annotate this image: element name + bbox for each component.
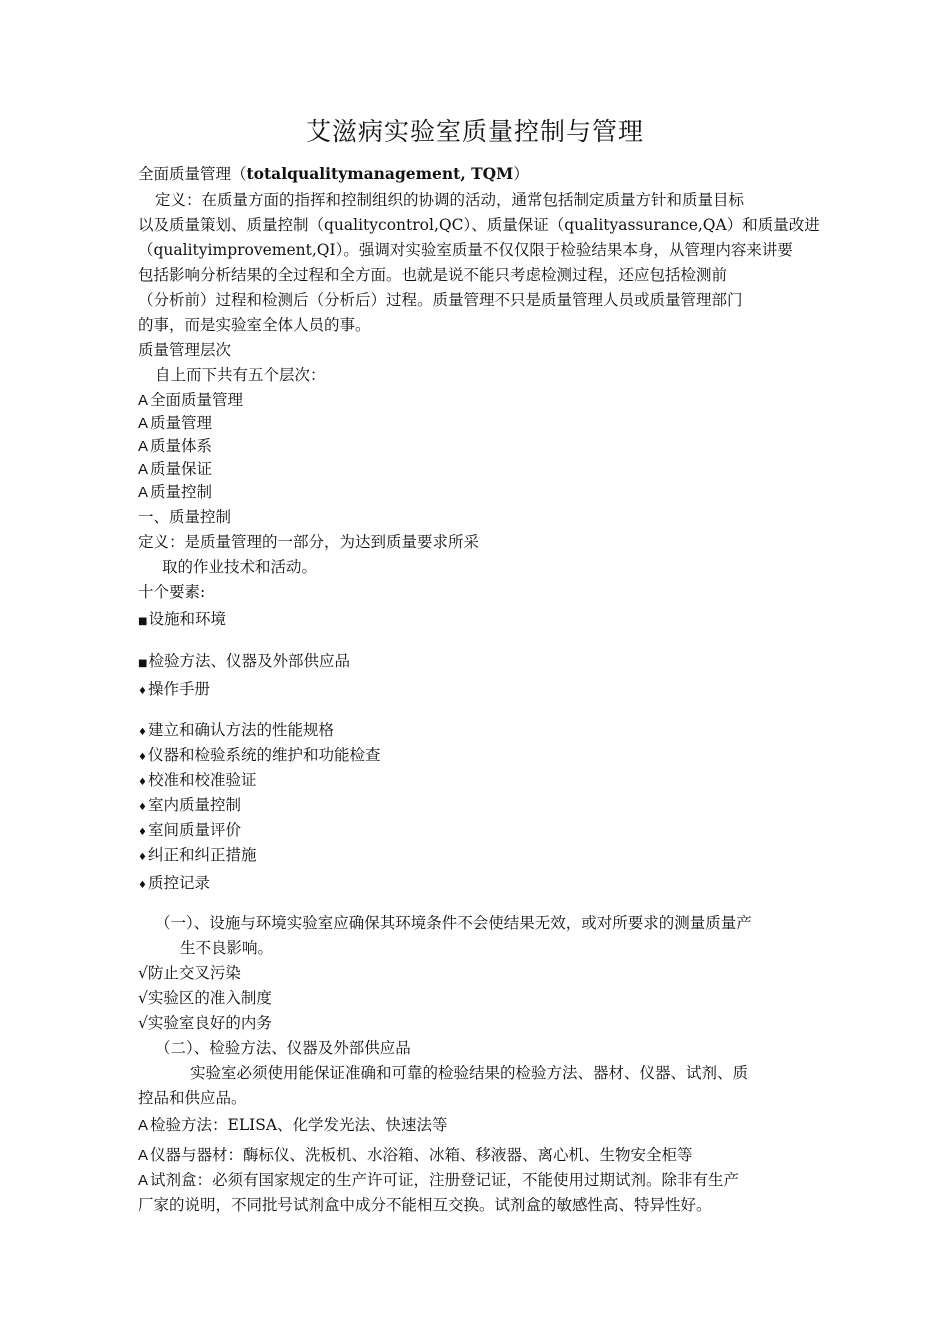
check-label: 防止交叉污染 [147,964,241,982]
section2-item [138,1114,448,1137]
tqm-heading-bold: totalqualitymanagement, TQM [246,164,514,183]
item-marker: A [138,1172,149,1189]
tqm-definition-line: 包括影响分析结果的全过程和全方面。也就是说不能只考虑检测过程，还应包括检测前 [138,266,728,284]
square-bullet-icon: ■ [138,616,148,627]
check-label: 实验室良好的内务 [147,1014,272,1032]
qc-element-item [138,650,350,675]
qc-element-item [138,744,380,769]
qc-element-label: 建立和确认方法的性能规格 [147,721,334,739]
section1-paragraph-line: （一）、设施与环境实验室应确保其环境条件不会使结果无效，或对所要求的测量质量产 [155,914,752,932]
qc-element-item [138,872,210,897]
tqm-definition-line: （分析前）过程和检测后（分析后）过程。质量管理不只是质量管理人员或质量管理部门 [138,291,743,309]
square-bullet-icon: ■ [138,658,148,669]
level-label: 全面质量管理 [150,391,244,409]
level-item [138,412,212,435]
diamond-bullet-icon: ♦ [138,727,147,738]
level-label: 质量保证 [150,460,213,478]
check-icon: √ [138,1014,148,1032]
level-item [138,389,243,412]
section2-item-label: 试剂盒：必须有国家规定的生产许可证，注册登记证，不能使用过期试剂。除非有生产 [150,1171,740,1189]
section2-item-continuation: 厂家的说明，不同批号试剂盒中成分不能相互交换。试剂盒的敏感性高、特异性好。 [138,1196,712,1214]
tqm-heading-prefix: 全面质量管理（ [138,165,247,183]
section2-item-label: 仪器与器材：酶标仪、洗板机、水浴箱、冰箱、移液器、离心机、生物安全柜等 [150,1146,693,1164]
diamond-bullet-icon: ♦ [138,802,147,813]
section2-paragraph-line: 控品和供应品。 [138,1089,247,1107]
section2-item [138,1144,693,1167]
level-marker: A [138,484,149,501]
level-item [138,458,212,481]
diamond-bullet-icon: ♦ [138,686,147,697]
tqm-definition-line: 定义：在质量方面的指挥和控制组织的协调的活动，通常包括制定质量方针和质量目标 [155,191,745,209]
qc-element-item [138,794,241,819]
tqm-definition-line: （qualityimprovement,QI）。强调对实验室质量不仅仅限于检验结果本身，从管理内容来讲要 [138,241,793,259]
item-marker: A [138,1117,149,1134]
qc-elements-heading: 十个要素: [138,583,206,601]
diamond-bullet-icon: ♦ [138,777,147,788]
level-marker: A [138,461,149,478]
qc-element-label: 纠正和纠正措施 [147,846,257,864]
check-item [138,1012,272,1034]
qc-element-label: 质控记录 [147,874,210,892]
check-item [138,962,241,984]
section1-paragraph-line: 生不良影响。 [180,939,274,957]
check-icon: √ [138,989,148,1007]
level-label: 质量管理 [150,414,213,432]
document-title: 艾滋病实验室质量控制与管理 [305,117,644,146]
qc-element-item [138,608,226,633]
level-marker: A [138,392,149,409]
qc-definition-line: 取的作业技术和活动。 [162,558,318,576]
qc-element-label: 室间质量评价 [147,821,241,839]
level-label: 质量控制 [150,483,213,501]
qc-element-label: 设施和环境 [148,610,226,628]
section2-item [138,1169,739,1192]
diamond-bullet-icon: ♦ [138,852,147,863]
qc-element-label: 操作手册 [147,680,210,698]
qc-element-item [138,678,210,703]
qc-element-label: 仪器和检验系统的维护和功能检查 [147,746,381,764]
diamond-bullet-icon: ♦ [138,827,147,838]
qc-element-label: 校准和校准验证 [147,771,257,789]
qc-element-item [138,769,256,794]
item-marker: A [138,1147,149,1164]
tqm-definition-line: 的事，而是实验室全体人员的事。 [138,316,371,334]
qc-element-item [138,844,256,869]
qc-element-item [138,719,334,744]
qc-element-label: 室内质量控制 [147,796,241,814]
level-item [138,435,212,458]
qc-definition-line: 定义：是质量管理的一部分，为达到质量要求所采 [138,533,480,551]
tqm-definition-line: 以及质量策划、质量控制（qualitycontrol,QC）、质量保证（qualityassurance,QA）和质量改进 [138,216,820,234]
check-icon: √ [138,964,148,982]
section2-item-label: 检验方法：ELISA、化学发光法、快速法等 [150,1116,448,1134]
level-marker: A [138,415,149,432]
qc-element-label: 检验方法、仪器及外部供应品 [148,652,350,670]
qc-element-item [138,819,241,844]
levels-heading: 质量管理层次 [138,341,232,359]
section2-heading: （二）、检验方法、仪器及外部供应品 [155,1039,411,1057]
check-label: 实验区的准入制度 [147,989,272,1007]
section2-paragraph-line: 实验室必须使用能保证准确和可靠的检验结果的检验方法、器材、仪器、试剂、质 [190,1064,749,1082]
qc-heading: 一、质量控制 [138,508,232,526]
diamond-bullet-icon: ♦ [138,752,147,763]
level-marker: A [138,438,149,455]
check-item [138,987,272,1009]
diamond-bullet-icon: ♦ [138,880,147,891]
level-label: 质量体系 [150,437,213,455]
tqm-heading [138,163,529,185]
tqm-heading-suffix: ） [513,165,529,183]
levels-intro: 自上而下共有五个层次： [155,366,326,384]
level-item [138,481,212,504]
